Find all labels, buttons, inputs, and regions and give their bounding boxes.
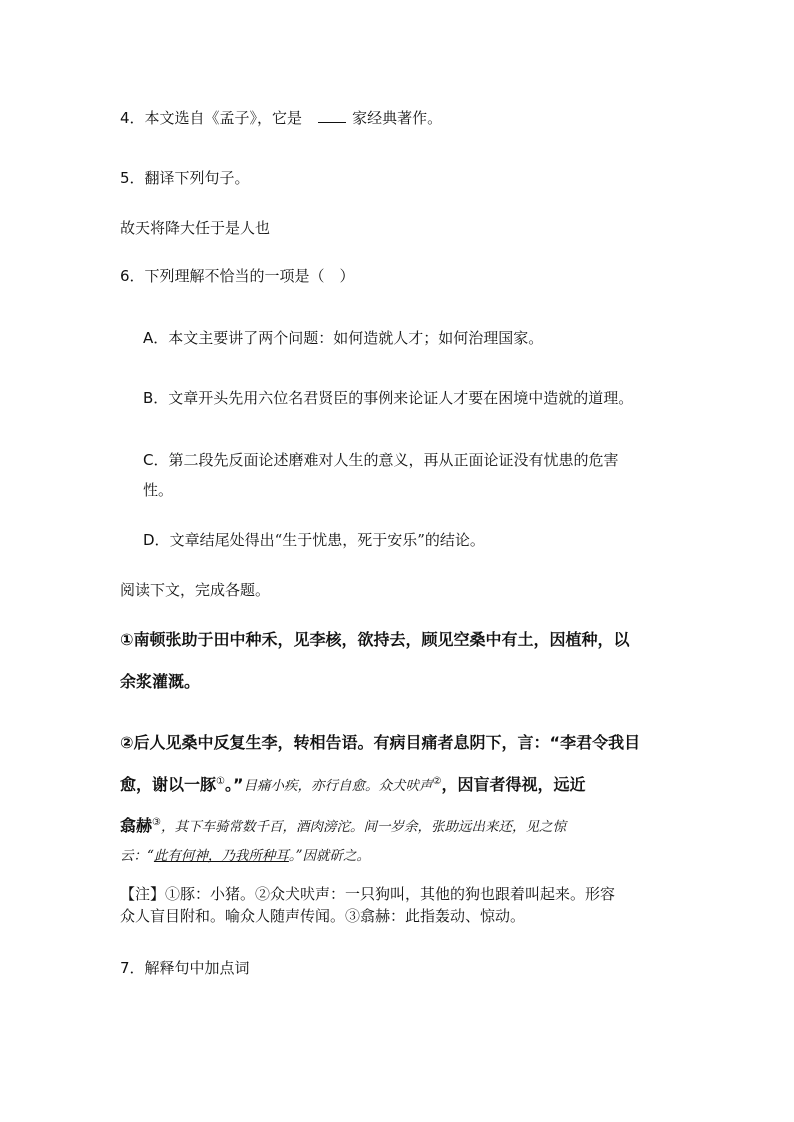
option-text: 文章结尾处得出“生于忧患，死于安乐”的结论。 — [169, 531, 485, 549]
passage-paragraph-2-line-1: ②后人见桑中反复生李，转相告语。有病目痛者息阴下，言：“李君令我目 — [120, 733, 641, 752]
passage-paragraph-2-line-4: 云：“此有何神，乃我所种耳。”因就斫之。 — [120, 848, 371, 864]
option-b — [143, 388, 633, 408]
question-number: 6． — [120, 267, 145, 285]
question-number: 5． — [120, 169, 145, 187]
option-letter: B． — [143, 389, 169, 407]
question-5 — [120, 168, 250, 188]
question-7 — [120, 958, 250, 978]
passage-paragraph-1-line-1: ①南顿张助于田中种禾，见李核，欲持去，顾见空桑中有土，因植种，以 — [120, 630, 630, 649]
question-text: 下列理解不恰当的一项是（ ） — [144, 267, 355, 285]
question-text-after: 家经典著作。 — [352, 109, 443, 127]
option-text: 第二段先反面论述磨难对人生的意义，再从正面论证没有忧患的危害 — [168, 451, 619, 469]
passage-paragraph-1-line-2: 余浆灌溉。 — [120, 672, 201, 691]
footnote-marker: ③ — [152, 817, 161, 828]
option-letter: C． — [143, 451, 169, 469]
question-text: 解释句中加点词 — [144, 959, 250, 977]
answer-blank — [318, 110, 346, 123]
option-c — [143, 450, 619, 470]
question-text: 本文选自《孟子》，它是 — [144, 109, 303, 127]
option-c-continued: 性。 — [143, 481, 174, 499]
option-d — [143, 530, 485, 550]
annotation-line-1: 【注】①豚：小猪。②众犬吠声：一只狗叫，其他的狗也跟着叫起来。形容 — [120, 885, 616, 903]
question-6 — [120, 266, 355, 286]
footnote-marker: ① — [216, 776, 225, 787]
footnote-marker: ② — [432, 776, 442, 787]
annotation-line-2: 众人盲目附和。喻众人随声传闻。③翕赫：此指轰动、惊动。 — [120, 907, 526, 925]
question-4 — [120, 108, 442, 128]
option-text: 文章开头先用六位名君贤臣的事例来论证人才要在困境中造就的道理。 — [168, 389, 634, 407]
option-a — [143, 328, 543, 348]
option-letter: D． — [143, 531, 170, 549]
option-letter: A． — [143, 329, 169, 347]
translation-sentence: 故天将降大任于是人也 — [120, 219, 271, 237]
option-text: 本文主要讲了两个问题：如何造就人才；如何治理国家。 — [168, 329, 544, 347]
underlined-sentence: 此有何神，乃我所种耳 — [153, 848, 289, 864]
passage-paragraph-2-line-3: 翕赫③，其下车骑常数千百，酒肉滂沱。间一岁余，张助远出来还，见之惊 — [120, 816, 566, 835]
passage-paragraph-2-line-2: 愈，谢以一豚①。”目痛小疾，亦行自愈。众犬吠声②，因盲者得视，远近 — [120, 775, 586, 794]
question-number: 4． — [120, 109, 145, 127]
question-text: 翻译下列句子。 — [144, 169, 250, 187]
reading-intro: 阅读下文，完成各题。 — [120, 581, 271, 599]
question-number: 7． — [120, 959, 145, 977]
